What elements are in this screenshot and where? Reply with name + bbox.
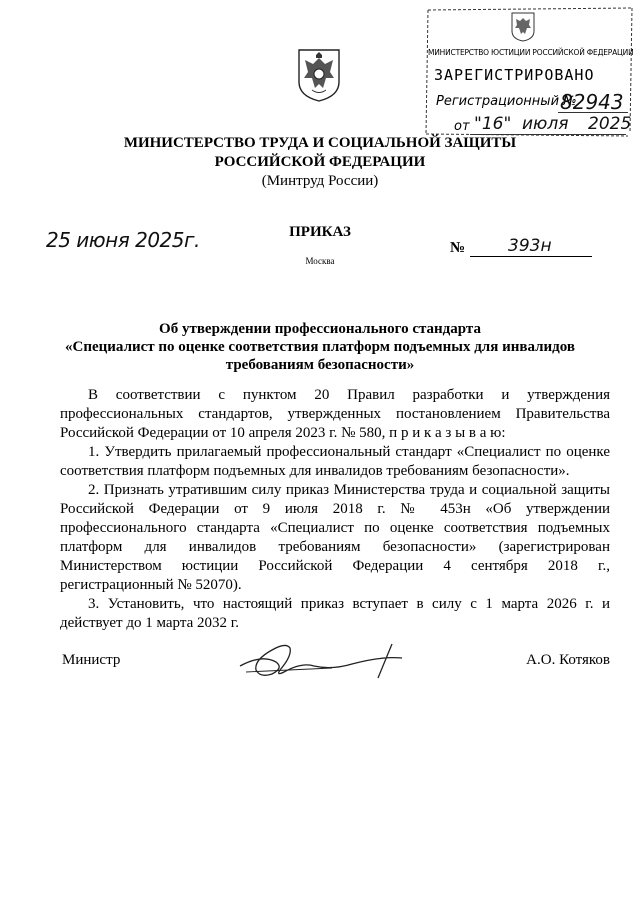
signatory-name: А.О. Котяков — [526, 652, 610, 668]
heading-line2: «Специалист по оценке соответствия платформ подъемных для инвалидов — [65, 339, 575, 355]
stamp-emblem-icon — [510, 12, 536, 42]
stamp-date-prefix: от — [454, 119, 470, 134]
heading-line1: Об утверждении профессионального стандарта — [159, 321, 481, 337]
document-body — [60, 386, 610, 633]
preamble-paragraph: В соответствии с пунктом 20 Правил разработки и утверждения профессиональных стандартов, утвержденных постановлением Правительства Российской Федерации от 10 апреля 2023 г. № 580, п р и к а з ы в а ю: — [60, 387, 610, 441]
ministry-name-line2: РОССИЙСКОЙ ФЕДЕРАЦИИ — [214, 154, 426, 170]
stamp-reg-underline — [558, 112, 628, 113]
order-number: 393н — [508, 236, 552, 256]
stamp-reg-number: 82943 — [560, 90, 624, 114]
order-city: Москва — [305, 256, 335, 266]
clause-3: 3. Установить, что настоящий приказ вступает в силу с 1 марта 2026 г. и действует до 1 марта 2032 г. — [60, 596, 610, 631]
heading-line3: требованиям безопасности» — [225, 357, 415, 373]
order-number-underline — [470, 256, 592, 257]
stamp-registered: ЗАРЕГИСТРИРОВАНО — [434, 66, 595, 84]
ministry-short-name: (Минтруд России) — [261, 173, 379, 189]
order-title: ПРИКАЗ — [289, 224, 351, 240]
state-emblem-icon — [296, 48, 342, 102]
registration-stamp — [422, 6, 636, 138]
order-number-label: № — [450, 240, 466, 256]
stamp-reg-label: Регистрационный № — [436, 94, 577, 109]
clause-2: 2. Признать утратившим силу приказ Министерства труда и социальной защиты Российской Федерации от 9 июля 2018 г. № 453н «Об утверждении профессионального стандарта «Специалист по оценке соответствия подъемных платформ для инвалидов требованиям безопасности» (зарегистрирован Министерством юстиции Российской Федерации 4 сентября 2018 г., регистрационный № 52070). — [60, 482, 610, 593]
signatory-role: Министр — [62, 652, 121, 668]
order-date: 25 июня 2025г. — [46, 228, 200, 252]
document-heading — [60, 320, 580, 374]
stamp-ministry: МИНИСТЕРСТВО ЮСТИЦИИ РОССИЙСКОЙ ФЕДЕРАЦИИ — [428, 48, 634, 57]
stamp-date-year: 2025 — [588, 114, 632, 134]
stamp-date-month: июля — [522, 114, 569, 134]
ministry-name-line1: МИНИСТЕРСТВО ТРУДА И СОЦИАЛЬНОЙ ЗАЩИТЫ — [123, 135, 517, 151]
handwritten-signature — [232, 636, 412, 684]
clause-1: 1. Утвердить прилагаемый профессиональный стандарт «Специалист по оценке соответствия платформ подъемных для инвалидов требованиям безопасности». — [60, 444, 610, 479]
stamp-date-day: "16" — [474, 114, 512, 134]
